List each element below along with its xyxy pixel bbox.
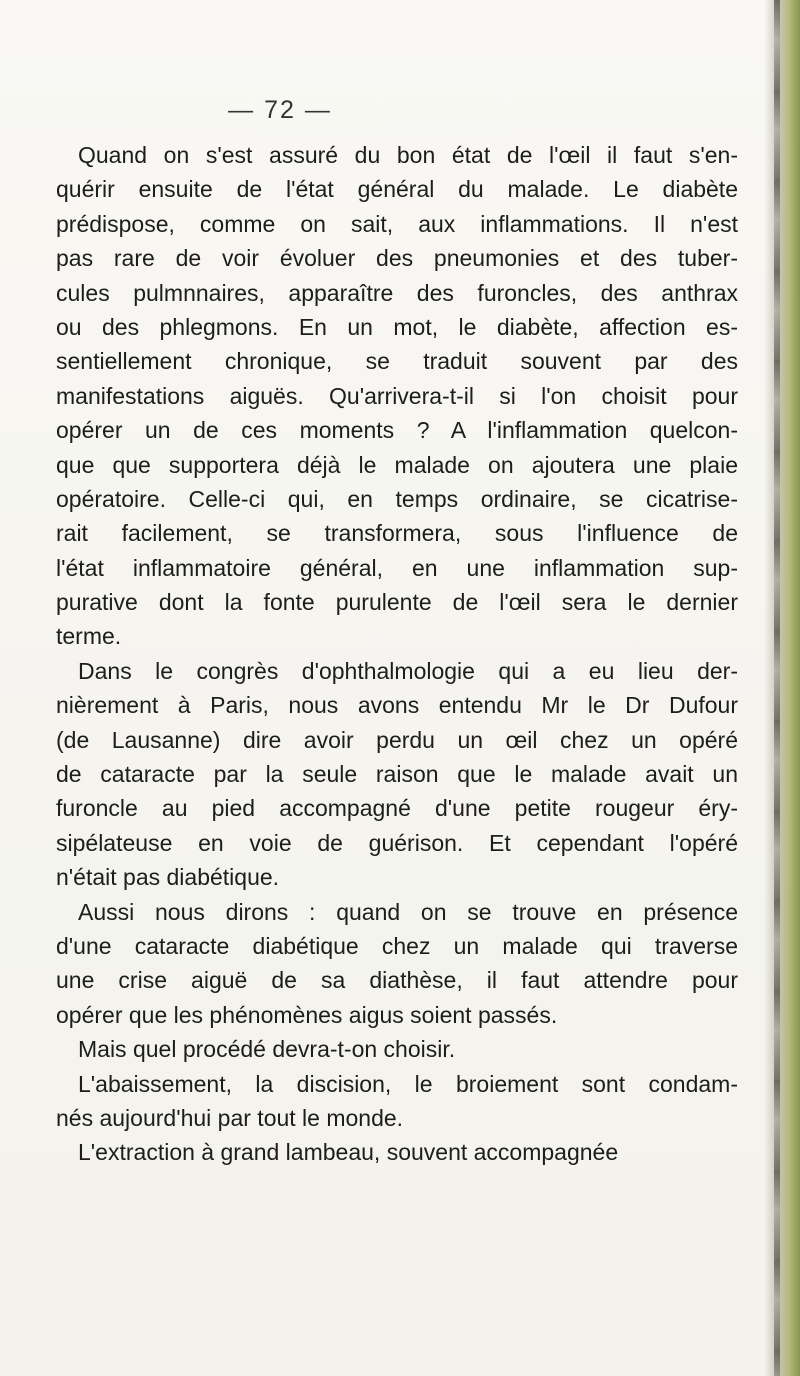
- text-line: rait facilement, se transformera, sous l'influence de: [56, 520, 738, 547]
- text-line: Quand on s'est assuré du bon état de l'œil il faut s'en-: [78, 142, 738, 168]
- text-line: n'était pas diabétique.: [56, 864, 280, 891]
- text-line: sentiellement chronique, se traduit souvent par des: [56, 348, 738, 375]
- text-line: ou des phlegmons. En un mot, le diabète, affection es-: [56, 313, 738, 340]
- text-line: de cataracte par la seule raison que le malade avait un: [56, 761, 738, 788]
- text-line: opérer un de ces moments ? A l'inflammation quelcon-: [56, 417, 738, 444]
- text-line: quérir ensuite de l'état général du malade. Le diabète: [56, 176, 738, 203]
- text-line: manifestations aiguës. Qu'arrivera-t-il si l'on choisit pour: [56, 382, 738, 409]
- text-line: opératoire. Celle-ci qui, en temps ordinaire, se cicatrise-: [56, 485, 738, 512]
- text-line: pas rare de voir évoluer des pneumonies et des tuber-: [56, 245, 738, 272]
- text-line: purative dont la fonte purulente de l'œil sera le dernier: [56, 589, 738, 616]
- body-text: [56, 138, 738, 1170]
- text-line: nés aujourd'hui par tout le monde.: [56, 1104, 404, 1131]
- text-line: nièrement à Paris, nous avons entendu Mr le Dr Dufour: [56, 692, 738, 719]
- page-edge-shadow: [764, 0, 800, 1376]
- text-line: Dans le congrès d'ophthalmologie qui a eu lieu der-: [78, 657, 738, 684]
- text-line: L'extraction à grand lambeau, souvent accompagnée: [78, 1139, 619, 1166]
- text-line: (de Lausanne) dire avoir perdu un œil chez un opéré: [56, 726, 738, 753]
- text-line: prédispose, comme on sait, aux inflammations. Il n'est: [56, 210, 738, 237]
- page-number: — 72 —: [228, 96, 332, 124]
- text-line: l'état inflammatoire général, en une inflammation sup-: [56, 554, 738, 581]
- text-line: cules pulmnnaires, apparaître des furoncles, des anthrax: [56, 279, 738, 306]
- text-line: Mais quel procédé devra-t-on choisir.: [78, 1036, 456, 1063]
- text-line: terme.: [56, 623, 122, 650]
- text-line: une crise aiguë de sa diathèse, il faut attendre pour: [56, 967, 738, 994]
- text-line: sipélateuse en voie de guérison. Et cependant l'opéré: [56, 829, 738, 856]
- text-line: Aussi nous dirons : quand on se trouve en présence: [78, 898, 738, 925]
- text-line: furoncle au pied accompagné d'une petite rougeur éry-: [56, 795, 738, 822]
- text-line: L'abaissement, la discision, le broiement sont condam-: [78, 1070, 738, 1097]
- text-line: que que supportera déjà le malade on ajoutera une plaie: [56, 451, 738, 478]
- text-line: d'une cataracte diabétique chez un malade qui traverse: [56, 932, 738, 959]
- text-line: opérer que les phénomènes aigus soient passés.: [56, 1001, 558, 1028]
